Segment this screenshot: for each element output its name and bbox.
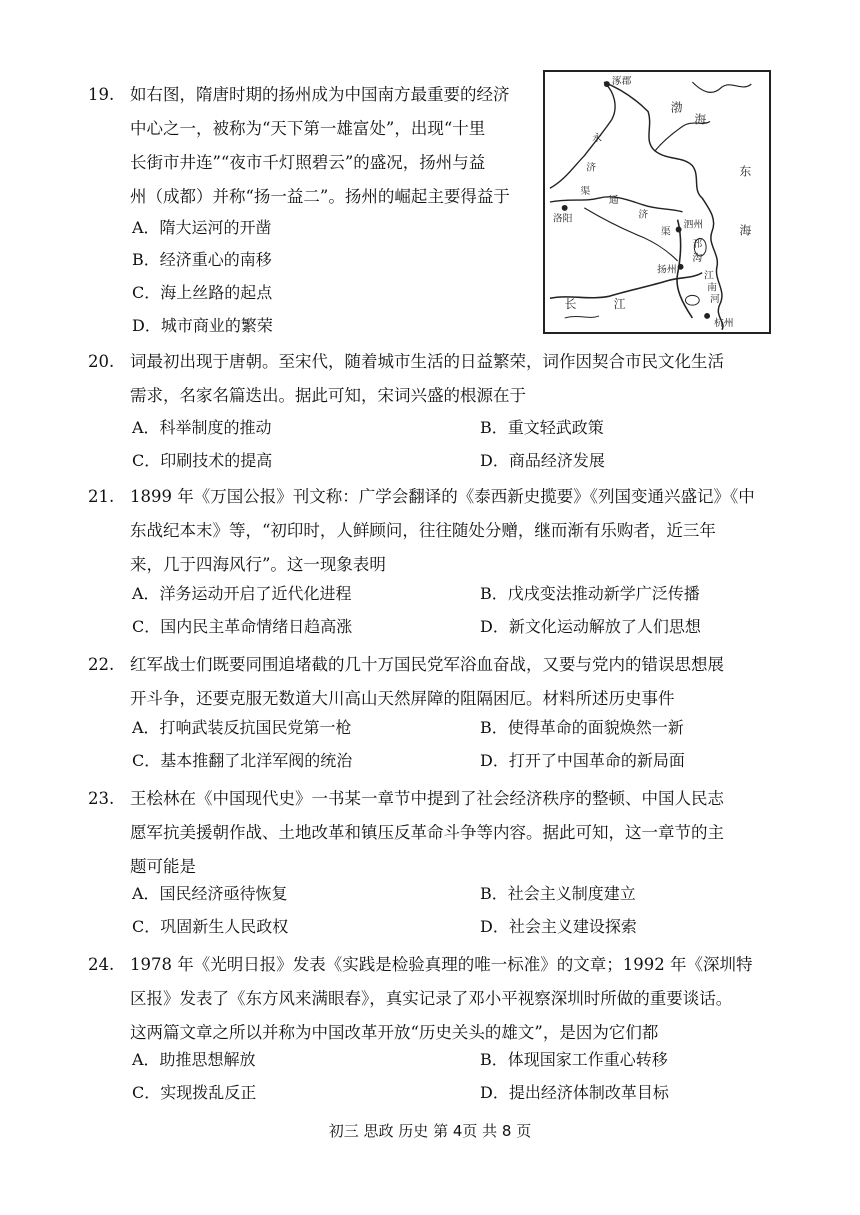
- svg-text:渠: 渠: [660, 226, 671, 238]
- question-stem-line: 这两篇文章之所以并称为中国改革开放“历史关头的雄文”，是因为它们都: [130, 1023, 659, 1042]
- svg-text:东: 东: [739, 164, 752, 179]
- svg-text:南: 南: [707, 282, 717, 294]
- option-c[interactable]: C．实现拨乱反正: [132, 1083, 257, 1102]
- map-drawing: [545, 72, 769, 332]
- svg-text:扬州: 扬州: [657, 264, 677, 276]
- option-a[interactable]: A．洋务运动开启了近代化进程: [132, 584, 352, 603]
- question-stem-line: 1978 年《光明日报》发表《实践是检验真理的唯一标准》的文章；1992 年《深圳特: [130, 955, 753, 974]
- option-c[interactable]: C．国内民主革命情绪日趋高涨: [132, 617, 353, 636]
- option-b[interactable]: B．戊戌变法推动新学广泛传播: [480, 584, 700, 603]
- svg-text:泗州: 泗州: [683, 219, 704, 231]
- question-stem-line: 区报》发表了《东方风来满眼春》，真实记录了邓小平视察深圳时所做的重要谈话。: [130, 989, 733, 1008]
- svg-text:杭州: 杭州: [713, 317, 734, 329]
- option-a[interactable]: A．科举制度的推动: [132, 418, 272, 437]
- option-b[interactable]: B．社会主义制度建立: [480, 884, 636, 903]
- question-number: 20.: [88, 352, 115, 371]
- option-b[interactable]: B．重文轻武政策: [480, 418, 604, 437]
- question-number: 19.: [88, 85, 115, 104]
- svg-text:江: 江: [704, 270, 714, 282]
- svg-text:长: 长: [564, 297, 577, 312]
- option-d[interactable]: D．打开了中国革命的新局面: [480, 751, 685, 770]
- question-stem-line: 来，几于四海风行”。这一现象表明: [130, 555, 386, 574]
- question-stem-line: 王桧林在《中国现代史》一书某一章节中提到了社会经济秩序的整顿、中国人民志: [130, 789, 724, 808]
- svg-text:海: 海: [694, 112, 707, 127]
- option-a[interactable]: A．助推思想解放: [132, 1050, 256, 1069]
- question-stem-line: 长街市井连”“夜市千灯照碧云”的盛况，扬州与益: [130, 153, 486, 172]
- svg-text:洛阳: 洛阳: [552, 213, 573, 225]
- question-number: 23.: [88, 789, 115, 808]
- option-a[interactable]: A．国民经济亟待恢复: [132, 884, 288, 903]
- question-stem-line: 1899 年《万国公报》刊文称：广学会翻译的《泰西新史揽要》《列国变通兴盛记》《中: [130, 487, 755, 506]
- svg-text:济: 济: [586, 162, 597, 174]
- option-b[interactable]: B．体现国家工作重心转移: [480, 1050, 668, 1069]
- question-stem-line: 如右图，隋唐时期的扬州成为中国南方最重要的经济: [130, 85, 510, 104]
- option-b[interactable]: B．使得革命的面貌焕然一新: [480, 718, 684, 737]
- svg-text:渠: 渠: [580, 186, 591, 198]
- question-stem-line: 州（成都）并称“扬一益二”。扬州的崛起主要得益于: [130, 187, 510, 206]
- question-stem-line: 红军战士们既要同围追堵截的几十万国民党军浴血奋战，又要与党内的错误思想展: [130, 655, 724, 674]
- question-stem-line: 愿军抗美援朝作战、土地改革和镇压反革命斗争等内容。据此可知，这一章节的主: [130, 823, 724, 842]
- option-d[interactable]: D．提出经济体制改革目标: [480, 1083, 669, 1102]
- option-a[interactable]: A．打响武装反抗国民党第一枪: [132, 718, 352, 737]
- svg-text:济: 济: [638, 209, 649, 221]
- svg-text:海: 海: [739, 223, 752, 238]
- question-stem-line: 东战纪本末》等，“初印时，人鲜顾问，往往随处分赠，继而渐有乐购者，近三年: [130, 521, 716, 540]
- option-c[interactable]: C．基本推翻了北洋军阀的统治: [132, 751, 353, 770]
- svg-text:渤: 渤: [670, 100, 683, 115]
- question-stem-line: 需求，名家名篇迭出。据此可知，宋词兴盛的根源在于: [130, 386, 526, 405]
- option-d[interactable]: D．新文化运动解放了人们思想: [480, 617, 701, 636]
- option-c[interactable]: C．海上丝路的起点: [132, 283, 273, 302]
- question-number: 21.: [88, 487, 115, 506]
- map-label: 涿郡: [611, 76, 632, 88]
- svg-text:河: 河: [710, 294, 720, 306]
- city-marker: [604, 81, 610, 87]
- option-d[interactable]: D．社会主义建设探索: [480, 917, 637, 936]
- question-stem-line: 题可能是: [130, 857, 196, 876]
- page-footer: 初三 思政 历史 第 4页 共 8 页: [328, 1122, 532, 1140]
- question-number: 24.: [88, 955, 115, 974]
- question-number: 22.: [88, 655, 115, 674]
- option-d[interactable]: D．城市商业的繁荣: [132, 316, 273, 335]
- question-stem-line: 中心之一，被称为“天下第一雄富处”，出现“十里: [130, 119, 486, 138]
- option-d[interactable]: D．商品经济发展: [480, 451, 605, 470]
- svg-text:通: 通: [608, 194, 619, 206]
- option-c[interactable]: C．巩固新生人民政权: [132, 917, 289, 936]
- option-b[interactable]: B．经济重心的南移: [132, 250, 272, 269]
- grand-canal-map: [543, 70, 771, 334]
- svg-text:邗: 邗: [692, 239, 703, 251]
- option-c[interactable]: C．印刷技术的提高: [132, 451, 273, 470]
- question-stem-line: 开斗争，还要克服无数道大川高山天然屏障的阻隔困厄。材料所述历史事件: [130, 689, 675, 708]
- svg-text:永: 永: [592, 133, 602, 145]
- option-a[interactable]: A．隋大运河的开凿: [132, 218, 272, 237]
- question-stem-line: 词最初出现于唐朝。至宋代，随着城市生活的日益繁荣，词作因契合市民文化生活: [130, 352, 724, 371]
- svg-text:沟: 沟: [692, 252, 703, 264]
- svg-text:江: 江: [613, 297, 626, 312]
